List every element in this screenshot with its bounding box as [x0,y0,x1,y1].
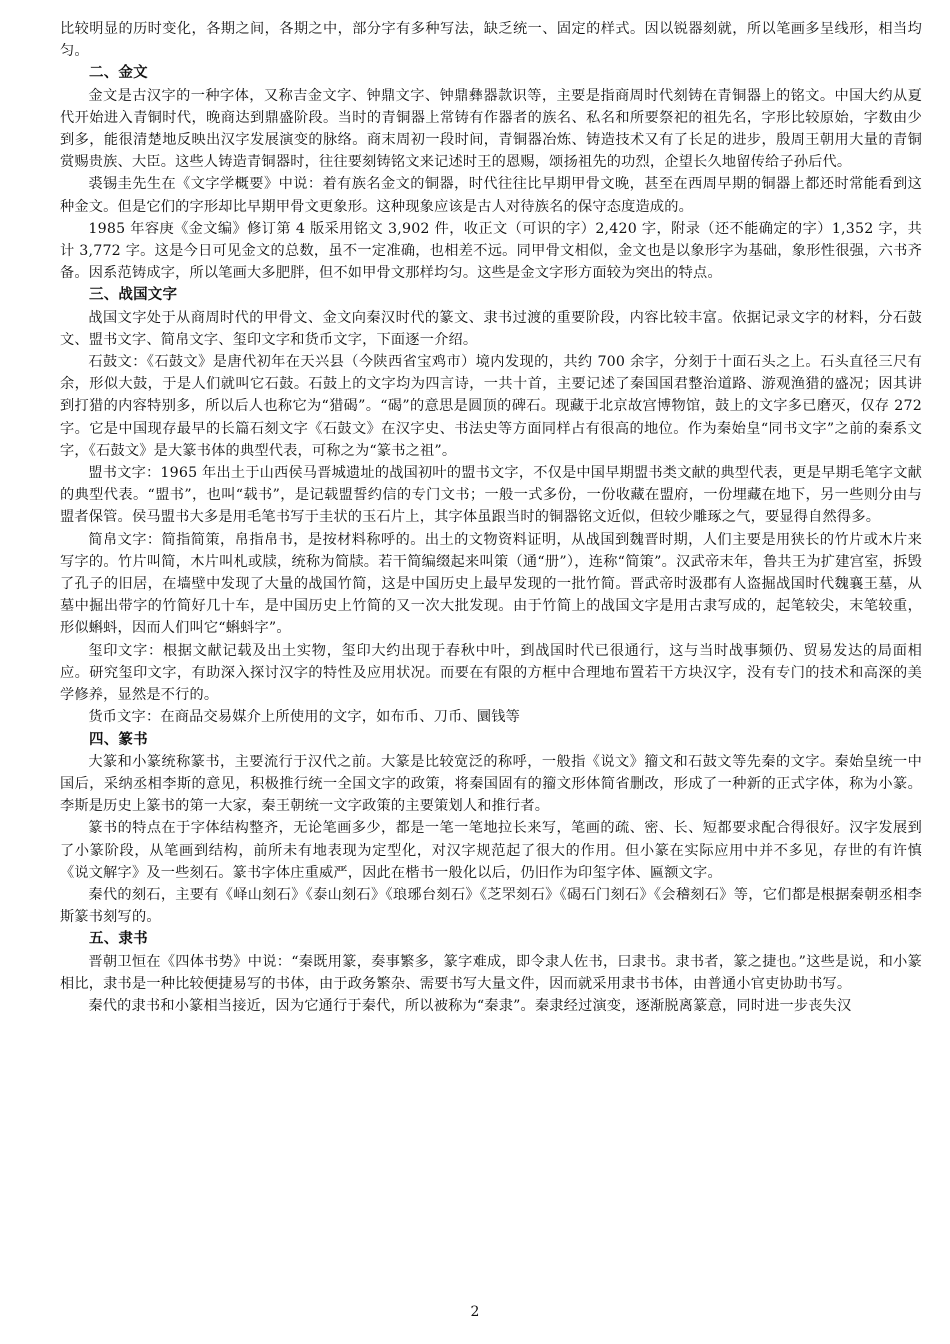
paragraph: 裘锡圭先生在《文字学概要》中说：着有族名金文的铜器，时代往往比早期甲骨文晚，甚至在西周早期的铜器上都还时常能看到这种金文。但是它们的字形却比早期甲骨文更象形。这种现象应该是古人对待族名的保守态度造成的。 [60,176,922,215]
section-heading-zhanguo: 三、战国文字 [89,287,178,304]
paragraph: 战国文字处于从商周时代的甲骨文、金文向秦汉时代的篆文、隶书过渡的重要阶段，内容比较丰富。依据记录文字的材料，分石鼓文、盟书文字、简帛文字、玺印文字和货币文字，下面逐一介绍。 [60,309,922,348]
paragraph: 金文是古汉字的一种字体，又称吉金文字、钟鼎文字、钟鼎彝器款识等，主要是指商周时代刻铸在青铜器上的铭文。中国大约从夏代开始进入青铜时代，晚商达到鼎盛阶段。当时的青铜器上常铸有作器者的族名、私名和所要祭祀的祖先名，字形比较原始，字数由少到多，能很清楚地反映出汉字发展演变的脉络。商末周初一段时间，青铜器冶炼、铸造技术又有了长足的进步，殷周王朝用大量的青铜赏赐贵族、大臣。这些人铸造青铜器时，往往要刻铸铭文来记述时王的恩赐，颂扬祖先的功烈，企望长久地留传给子孙后代。 [60,87,922,171]
paragraph: 1985 年容庚《金文编》修订第 4 版采用铭文 3,902 件，收正文（可识的字）2,420 字，附录（还不能确定的字）1,352 字，共计 3,772 字。这是今日可见金文的总数，虽不一定准确，也相差不远。同甲骨文相似，金文也是以象形字为基础，象形性很强，六书齐备。因系范铸成字，所以笔画大多肥胖，但不如甲骨文那样均匀。这些是金文字形方面较为突出的特点。 [60,220,922,282]
paragraph: 晋朝卫恒在《四体书势》中说：“秦既用篆，奏事繁多，篆字难成，即令隶人佐书，曰隶书。隶书者，篆之捷也。”这些是说，和小篆相比，隶书是一种比较便捷易写的书体，由于政务繁杂、需要书写大量文件，因而就采用隶书书体，由普通小官吏协助书写。 [60,953,922,992]
section-heading-zhuanshu: 四、篆书 [89,731,148,748]
paragraph-continued: 比较明显的历时变化，各期之间，各期之中，部分字有多种写法，缺乏统一、固定的样式。因以锐器刻就，所以笔画多呈线形，相当均匀。 [60,21,922,60]
paragraph: 简帛文字：简指简策，帛指帛书，是按材料称呼的。出土的文物资料证明，从战国到魏晋时期，人们主要是用狭长的竹片或木片来写字的。竹片叫简，木片叫札或牍，统称为简牍。若干简编缀起来叫策（通“册”），连称“简策”。汉武帝末年，鲁共王为扩建宫室，拆毁了孔子的旧居，在墙壁中发现了大量的战国竹简，这是中国历史上最早发现的一批竹简。晋武帝时汲郡有人盗掘战国时代魏襄王墓，从墓中掘出带字的竹简好几十车，是中国历史上竹简的又一次大批发现。由于竹简上的战国文字是用古隶写成的，起笔较尖，末笔较重，形似蝌蚪，因而人们叫它“蝌蚪字”。 [60,531,922,637]
paragraph: 玺印文字：根据文献记载及出土实物，玺印大约出现于春秋中叶，到战国时代已很通行，这与当时战事频仍、贸易发达的局面相应。研究玺印文字，有助深入探讨汉字的特性及应用状况。而要在有限的方框中合理地布置若干方块汉字，没有专门的技术和高深的美学修养，显然是不行的。 [60,642,922,704]
paragraph: 大篆和小篆统称篆书，主要流行于汉代之前。大篆是比较宽泛的称呼，一般指《说文》籀文和石鼓文等先秦的文字。秦始皇统一中国后，采纳丞相李斯的意见，积极推行统一全国文字的政策，将秦国固有的籀文形体简省删改，形成了一种新的正式字体，称为小篆。李斯是历史上篆书的第一大家，秦王朝统一文字政策的主要策划人和推行者。 [60,753,922,815]
paragraph: 秦代的刻石，主要有《峄山刻石》《泰山刻石》《琅琊台刻石》《芝罘刻石》《碣石门刻石》《会稽刻石》等，它们都是根据秦朝丞相李斯篆书刻写的。 [60,886,922,926]
paragraph: 货币文字：在商品交易媒介上所使用的文字，如布币、刀币、圜钱等 [88,709,521,726]
document-page [60,18,922,1017]
paragraph: 篆书的特点在于字体结构整齐，无论笔画多少，都是一笔一笔地拉长来写，笔画的疏、密、长、短都要求配合得很好。汉字发展到了小篆阶段，从笔画到结构，前所未有地表现为定型化，对汉字规范起了很大的作用。但小篆在实际应用中并不多见，存世的有许慎《说文解字》及一些刻石。篆书字体庄重威严，因此在楷书一般化以后，仍旧作为印玺字体、匾额文字。 [60,820,922,881]
paragraph: 秦代的隶书和小篆相当接近，因为它通行于秦代，所以被称为“秦隶”。秦隶经过演变，逐渐脱离篆意，同时进一步丧失汉 [88,997,852,1014]
paragraph: 石鼓文：《石鼓文》是唐代初年在天兴县（今陕西省宝鸡市）境内发现的，共约 700 余字，分刻于十面石头之上。石头直径三尺有余，形似大鼓，于是人们就叫它石鼓。石鼓上的文字均为四言诗，一共十首，主要记述了秦国国君整治道路、游观渔猎的盛况；因其讲到打猎的内容特别多，所以后人也称它为“猎碣”。“碣”的意思是圆顶的碑石。现藏于北京故宫博物馆，鼓上的文字多已磨灭，仅存 272 字。它是中国现存最早的长篇石刻文字《石鼓文》在汉字史、书法史等方面同样占有很高的地位。作为秦始皇“同书文字”之前的秦系文字，《石鼓文》是大篆书体的典型代表，可称之为“篆书之祖”。 [60,354,922,459]
paragraph: 盟书文字：1965 年出土于山西侯马晋城遗址的战国初叶的盟书文字，不仅是中国早期盟书类文献的典型代表，更是早期毛笔字文献的典型代表。“盟书”，也叫“载书”，是记载盟誓约信的专门文书；一般一式多份，一份收藏在盟府，一份埋藏在地下，另一些则分由与盟者保管。侯马盟书大多是用毛笔书写于圭状的玉石片上，其字体虽跟当时的铜器铭文近似，但较少雕琢之气，要显得自然得多。 [60,465,922,526]
page-number: 2 [470,1304,480,1320]
section-heading-jinwen: 二、金文 [89,65,148,82]
section-heading-lishu: 五、隶书 [89,931,148,948]
